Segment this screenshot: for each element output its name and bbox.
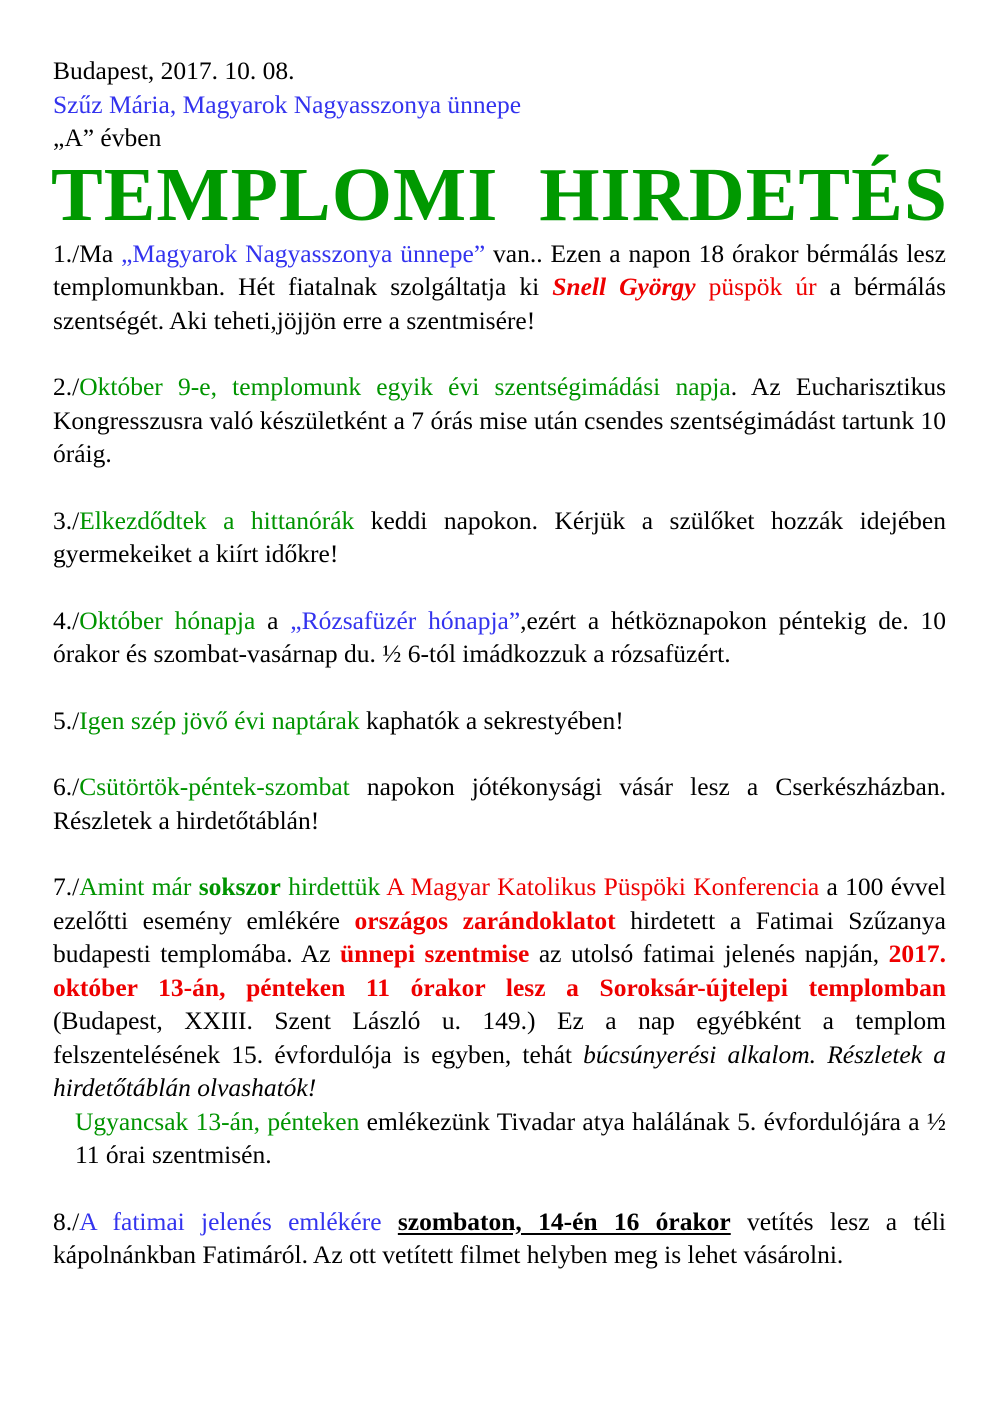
item-number: 7./	[53, 872, 80, 901]
date-line: Budapest, 2017. 10. 08.	[53, 56, 295, 85]
item-number: 8./	[53, 1206, 80, 1236]
announcement-sheet	[50, 54, 949, 1305]
bishop-title: püspök úr	[708, 272, 817, 301]
item-number: 6./	[53, 772, 80, 801]
item-number: 2./	[53, 372, 80, 401]
feast-line: Szűz Mária, Magyarok Nagyasszonya ünnepe	[53, 89, 522, 119]
bishop-name: Snell György	[552, 272, 696, 301]
item-number: 5./	[53, 705, 80, 735]
announcement-6: 6./Csütörtök-péntek-szombat napokon jótékonysági vásár lesz a Cserkészházban. Részletek a hirdetőtáblán!	[53, 772, 946, 835]
announcement-7: 7./Amint már sokszor hirdettük A Magyar Katolikus Püspöki Konferencia a 100 évvel ezelőtti esemény emlékére országos zarándoklatot hirdetett a Fatimai Szűzanya budapesti templomába. Az ünnepi szentmise az utolsó fatimai jelenés napján, 2017. október 13-án, pénteken 11 órakor lesz a Soroksár-újtelepi templomban (Budapest, XXIII. Szent László u. 149.) Ez a nap egyébként a templom felszentelésének 15. évfordulója is egyben, tehát búcsúnyerési alkalom. Részletek a hirdetőtáblán olvashatók!	[53, 872, 946, 1102]
item-number: 4./	[53, 605, 80, 635]
mass-time: 2017. október 13-án, pénteken 11 órakor lesz a Soroksár-újtelepi templomban	[53, 939, 946, 1002]
announcement-4: 4./Október hónapja a „Rózsafüzér hónapja”,ezért a hétköznapokon péntekig de. 10 órakor és szombat-vasárnap du. ½ 6-tól imádkozzuk a rózsafüzért.	[53, 605, 947, 668]
announcement-3: 3./Elkezdődtek a hittanórák keddi napokon. Kérjük a szülőket hozzák idejében gyermekeiket a kiírt időkre!	[53, 505, 946, 568]
announcement-7-followup: Ugyancsak 13-án, pénteken emlékezünk Tivadar atya halálának 5. évfordulójára a ½ 11 órai szentmisén.	[75, 1106, 946, 1169]
feast-name: „Magyarok Nagyasszonya ünnepe”	[121, 238, 486, 268]
announcement-2: 2./Október 9-e, templomunk egyik évi szentségimádási napja. Az Eucharisztikus Kongresszusra való készületként a 7 órás mise után csendes szentségimádást tartunk 10 óráig.	[53, 372, 946, 468]
announcement-8: 8./A fatimai jelenés emlékére szombaton, 14-én 16 órakor vetítés lesz a téli kápolnánkban Fatimáról. Az ott vetített filmet helyben meg is lehet vásárolni.	[53, 1206, 946, 1269]
announcement-1: 1./Ma „Magyarok Nagyasszonya ünnepe” van.. Ezen a napon 18 órakor bérmálás lesz templomunkban. Hét fiatalnak szolgáltatja ki Snell György püspök úr a bérmálás szentségét. Aki teheti,jöjjön erre a szentmisére!	[53, 238, 946, 335]
item-number: 1./	[53, 238, 80, 268]
announcement-5: 5./Igen szép jövő évi naptárak kaphatók a sekrestyében!	[53, 705, 624, 735]
item-number: 3./	[53, 505, 80, 535]
screening-time: szombaton, 14-én 16 órakor	[397, 1206, 731, 1236]
page-title: TEMPLOMI HIRDETÉS	[50, 152, 949, 237]
liturgical-year-line: „A” évben	[53, 123, 162, 152]
